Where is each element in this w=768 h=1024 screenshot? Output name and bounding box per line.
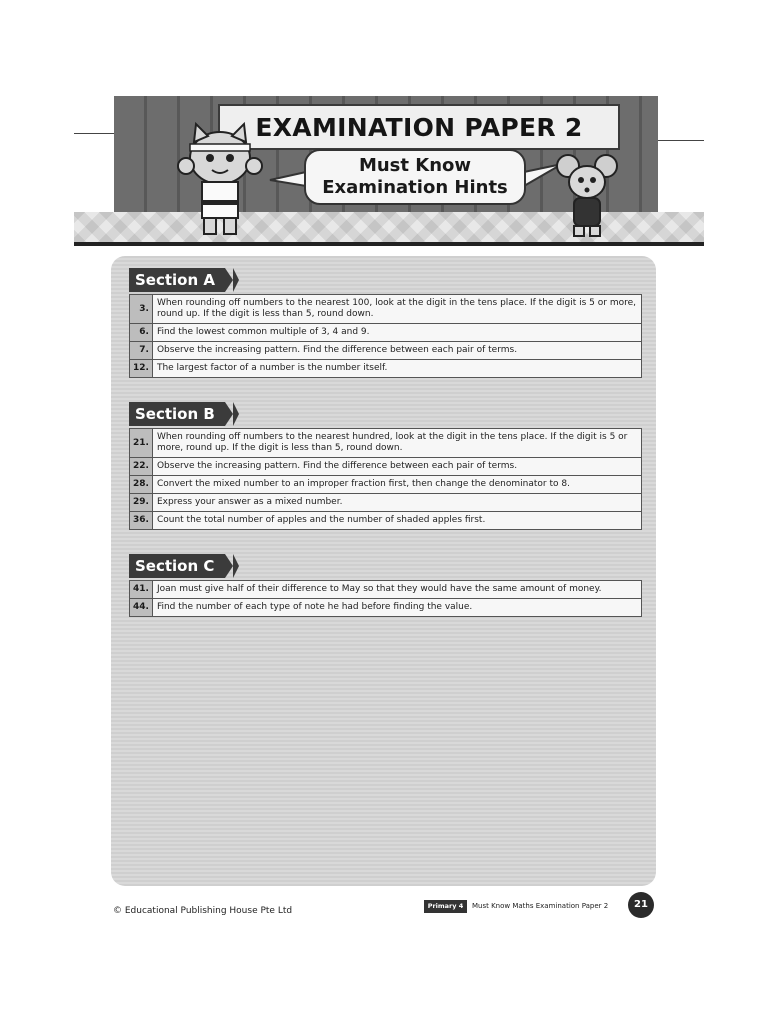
cat-karate-illustration [172,118,268,240]
section-a-table [129,294,642,378]
table-row [130,360,642,378]
book-title: Must Know Maths Examination Paper 2 [472,902,609,910]
hint-text: Find the number of each type of note he had before finding the value. [152,599,641,617]
table-row [130,324,642,342]
copyright-notice: © Educational Publishing House Pte Ltd [113,906,293,916]
question-number: 29. [130,494,153,512]
hint-text: Find the lowest common multiple of 3, 4 and 9. [152,324,641,342]
question-number: 41. [130,581,153,599]
section-b-header [129,402,237,426]
subtitle-line-1: Must Know [358,155,472,176]
question-number: 3. [130,295,153,324]
banner-right-line [656,140,704,141]
section-a-header [129,268,237,292]
question-number: 7. [130,342,153,360]
page-title: EXAMINATION PAPER 2 [255,112,583,142]
table-row [130,342,642,360]
banner-floor-line [74,242,704,246]
table-row [130,295,642,324]
section-b-label: Section B [129,402,225,426]
hint-text: Express your answer as a mixed number. [152,494,641,512]
hint-text: The largest factor of a number is the number itself. [152,360,641,378]
table-row [130,512,642,530]
question-number: 12. [130,360,153,378]
hint-text: Convert the mixed number to an improper fraction first, then change the denominator to 8. [152,476,641,494]
section-c [129,554,642,617]
title-board [218,104,620,150]
question-number: 21. [130,429,153,458]
table-row [130,429,642,458]
hints-bubble [304,149,526,205]
section-b-table [129,428,642,530]
hint-text: When rounding off numbers to the nearest 100, look at the digit in the tens place. If the digit is 5 or more, round up. If the digit is less than 5, round down. [152,295,641,324]
hint-text: Observe the increasing pattern. Find the difference between each pair of terms. [152,342,641,360]
hint-text: Observe the increasing pattern. Find the difference between each pair of terms. [152,458,641,476]
hint-text: When rounding off numbers to the nearest hundred, look at the digit in the tens place. If the digit is 5 or more, round up. If the digit is less than 5, round down. [152,429,641,458]
table-row [130,494,642,512]
section-a [129,268,642,378]
table-row [130,599,642,617]
table-row [130,458,642,476]
section-b [129,402,642,530]
section-c-label: Section C [129,554,225,578]
page-number: 21 [628,892,654,918]
banner-left-line [74,133,116,134]
section-c-table [129,580,642,617]
section-c-header [129,554,237,578]
question-number: 36. [130,512,153,530]
table-row [130,476,642,494]
table-row [130,581,642,599]
hint-text: Joan must give half of their difference to May so that they would have the same amount of money. [152,581,641,599]
question-number: 6. [130,324,153,342]
question-number: 28. [130,476,153,494]
mouse-illustration [556,152,618,242]
subtitle-line-2: Examination Hints [322,177,508,198]
question-number: 44. [130,599,153,617]
section-a-label: Section A [129,268,225,292]
level-tag: Primary 4 [424,900,467,913]
hint-text: Count the total number of apples and the number of shaded apples first. [152,512,641,530]
question-number: 22. [130,458,153,476]
